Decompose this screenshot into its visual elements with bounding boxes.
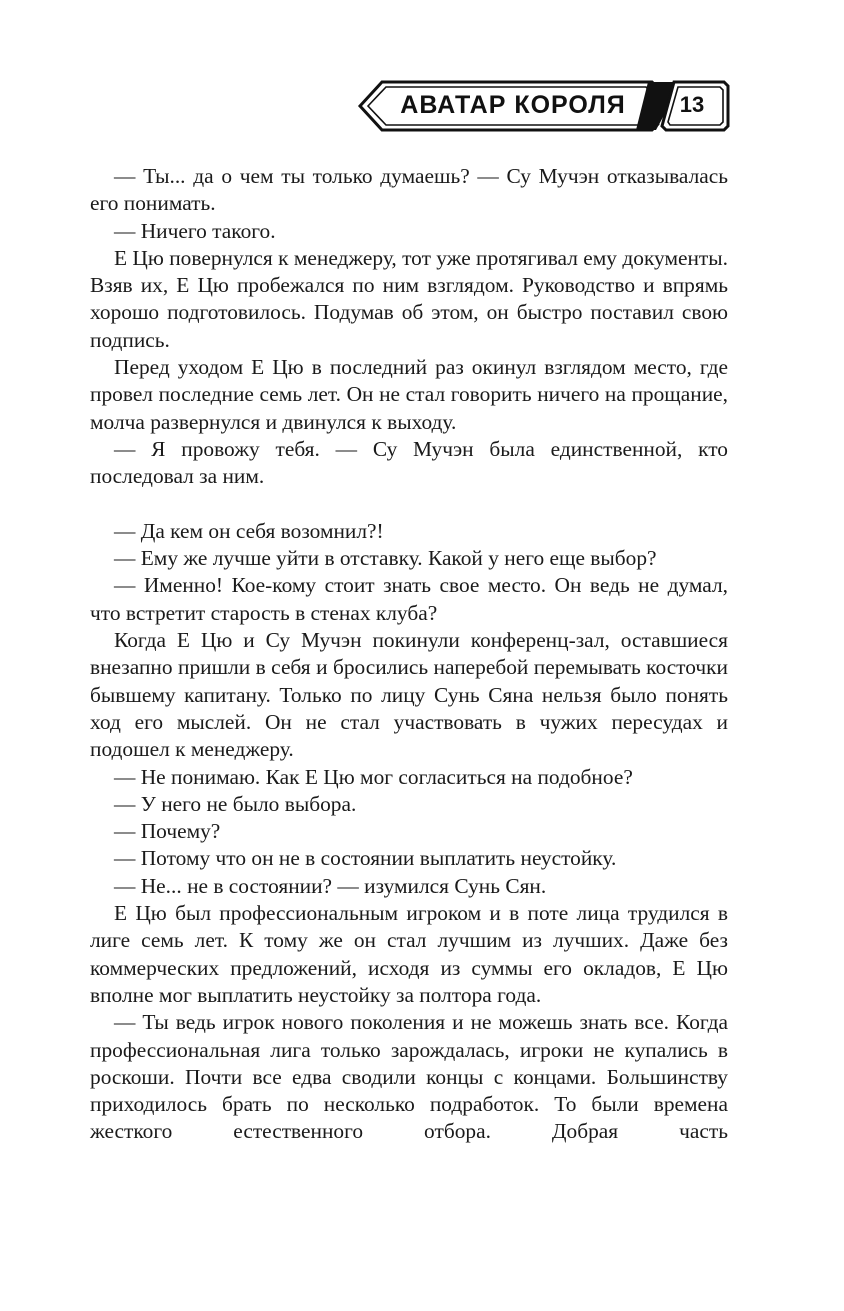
paragraph: — Ему же лучше уйти в отставку. Какой у него еще выбор?	[114, 546, 657, 571]
body-text	[90, 163, 728, 1146]
book-title: АВАТАР КОРОЛЯ	[400, 91, 626, 119]
section-break	[90, 491, 728, 518]
paragraph: — Именно! Кое-кому стоит знать свое место. Он ведь не думал, что встретит старость в стенах клуба?	[90, 573, 728, 625]
paragraph: — Да кем он себя возомнил?!	[114, 518, 384, 543]
paragraph: Перед уходом Е Цю в последний раз окинул взглядом место, где провел последние семь лет. Он не стал говорить ничего на прощание, молча развернулся и двинулся к выходу.	[90, 355, 728, 434]
page-number: 13	[679, 92, 705, 117]
paragraph: — Не... не в состоянии? — изумился Сунь Сян.	[114, 873, 547, 898]
paragraph: — Почему?	[114, 819, 221, 844]
paragraph: — Не понимаю. Как Е Цю мог согласиться на подобное?	[114, 764, 633, 789]
paragraph: — Ничего такого.	[114, 218, 276, 243]
running-header	[352, 80, 730, 132]
paragraph: Когда Е Цю и Су Мучэн покинули конференц-зал, оставшиеся внезапно пришли в себя и бросились наперебой перемывать косточки бывшему капитану. Только по лицу Сунь Сяна нельзя было понять ход его мыслей. Он не стал участвовать в чужих пересудах и подошел к менеджеру.	[90, 628, 728, 762]
paragraph: Е Цю был профессиональным игроком и в поте лица трудился в лиге семь лет. К тому же он стал лучшим из лучших. Даже без коммерческих предложений, исходя из суммы его окладов, Е Цю вполне мог выплатить неустойку за полтора года.	[90, 901, 728, 1007]
paragraph: Е Цю повернулся к менеджеру, тот уже протягивал ему документы. Взяв их, Е Цю пробежался по ним взглядом. Руководство и впрямь хорошо подготовилось. Подумав об этом, он быстро поставил свою подпись.	[90, 245, 728, 352]
paragraph: — Ты... да о чем ты только думаешь? — Су Мучэн отказывалась его понимать.	[90, 164, 728, 216]
paragraph: — Потому что он не в состоянии выплатить неустойку.	[114, 846, 617, 871]
paragraph: — У него не было выбора.	[114, 791, 357, 816]
paragraph: — Я провожу тебя. — Су Мучэн была единственной, кто последовал за ним.	[90, 436, 728, 489]
paragraph: — Ты ведь игрок нового поколения и не можешь знать все. Когда профессиональная лига только зарождалась, игроки не купались в роскоши. Почти все едва сводили концы с концами. Большинству приходилось брать по несколько подработок. То были времена жесткого естественного отбора. Добрая часть	[90, 1010, 728, 1144]
